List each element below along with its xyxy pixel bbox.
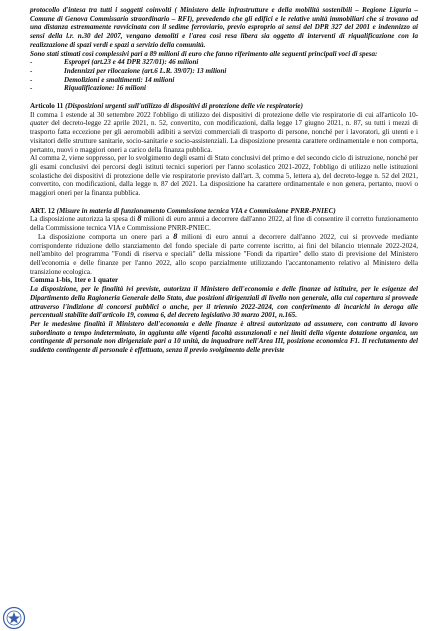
- list-item: - Espropri (art.23 e 44 DPR 327/01): 46 milioni: [30, 58, 199, 67]
- article-11-title: (Disposizioni urgenti sull'utilizzo di dispositivi di protezione delle vie respiratorie): [65, 102, 303, 111]
- article-12-paragraph-2: La disposizione comporta un onere pari a 8 milioni di euro annui a decorrere dall'anno 2022, cui si provvede mediante corrispondente riduzione dello stanziamento del fondo speciale di parte corrente iscritto, ai fini del bilancio triennale 2022-2024, nell'ambito del programma "Fondi di riserva e speciali" della missione "Fondi da ripartire" dello stato di previsione del Ministero dell'economia e delle finanze per l'anno 2022, allo scopo parzialmente utilizzando l'accantonamento relativo al Ministero della transizione ecologica.: [30, 231, 418, 276]
- article-12-paragraph-3: La disposizione, per le finalità ivi previste, autorizza il Ministero dell'economia e delle finanze ad istituire, per le esigenze del Dipartimento della Ragioneria Generale dello Stato, due posizioni dirigenziali di livello non generale, alla cui copertura si provvede attraverso l'indizione di concorsi pubblici o anche, per il triennio 2022-2024, con conferimento di incarichi in deroga alle percentuali stabilite dall'articolo 19, comma 6, del decreto legislativo 30 marzo 2001, n.165.: [30, 285, 418, 320]
- article-12-title: (Misure in materia di funzionamento Commissione tecnica VIA e Commissione PNRR-PNIEC): [56, 206, 336, 215]
- article-11-paragraph-2: Al comma 2, viene soppresso, per lo svolgimento degli esami di Stato conclusivi del primo e del secondo ciclo di istruzione, nonché per gli esami conclusivi dei percorsi degli istituti tecnici superiori per l'anno scolastico 2021-2022, l'obbligo di utilizzo nelle istituzioni scolastiche dei dispositivi di protezione delle vie respiratorie previsto dall'art. 3, comma 5, lettera a), del decreto-legge n. 52 del 2021, convertito, con modificazioni, dalla legge n. 87 del 2021. La disposizione ha carattere ordinamentale e non genera, pertanto, nuovi o maggiori oneri per la finanza pubblica.: [30, 154, 418, 198]
- article-11-paragraph-1: Il comma 1 estende al 30 settembre 2022 l'obbligo di utilizzo dei dispositivi di protezione delle vie respiratorie di cui all'articolo 10-quater del decreto-legge 22 aprile 2021, n. 52, convertito, con modificazioni, dalla legge 17 giugno 2021, n. 87, su tutti i mezzi di trasporto fatta eccezione per gli aeromobili adibiti a servizi commerciali di trasporto di persone, nonché per i lavoratori, gli utenti e i visitatori delle strutture sanitarie, socio-sanitarie e socio-assistenziali. La disposizione presenta carattere ordinamentale e non comporta, pertanto, nuovi o maggiori oneri a carico della finanza pubblica.: [30, 110, 418, 154]
- list-item: - Indennizzi per rilocazione (art.6 L.R. 39/07): 13 milioni: [30, 66, 227, 75]
- article-11-label: Articolo 11: [30, 102, 64, 111]
- article-12-paragraph-4: Per le medesime finalità il Ministero dell'economia e delle finanze è altresì autorizzato ad assumere, con contratto di lavoro subordinato a tempo indeterminato, in aggiunta alle vigenti facoltà assunzionali e nei limiti della vigente dotazione organica, un contingente di personale non dirigenziale pari a 10 unità, da inquadrare nell'Area III, posizione economica F1. Il reclutamento del suddetto contingente di personale è effettuato, senza il previo svolgimento delle previste: [30, 319, 418, 355]
- emblem-logo-icon: [2, 606, 26, 630]
- cost-list: [30, 58, 418, 93]
- costs-paragraph: Sono stati stimati così complessivi pari a 89 milioni di euro che fanno riferimento alle seguenti principali voci di spesa:: [30, 49, 378, 58]
- article-12-label: ART. 12: [30, 206, 55, 215]
- article-11-heading: [30, 102, 418, 111]
- comma-heading: Comma 1-bis, 1ter e 1 quater: [30, 276, 119, 285]
- intro-paragraph: protocollo d'intesa tra tutti i soggetti coinvolti ( Ministero delle infrastrutture e della mobilità sostenibili – Regione Liguria – Comune di Genova Commissario straordinario – RFI), prevedendo che gli edifici e le relative unità immobiliari che si trovano ad una distanza estremamente ravvicinata con il sedime ferroviario, previo esproprio ai sensi del DPR 327 del 2001 e indennizzo ai sensi della l.r. n.30 del 2007, vengano demoliti e l'area così resa libera sia oggetto di interventi di riqualificazione con la realizzazione di spazi verdi e spazi a servizio della comunità.: [30, 6, 418, 49]
- article-12-paragraph-1: La disposizione autorizza la spesa di 8 milioni di euro annui a decorrere dall'anno 2022, al fine di consentire il corretto funzionamento della Commissione tecnica VIA e Commissione PNRR-PNIEC.: [30, 214, 418, 233]
- document-page: [30, 6, 418, 355]
- list-item: - Riqualificazione: 16 milioni: [30, 84, 146, 93]
- list-item: - Demolizioni e smaltimenti: 14 milioni: [30, 75, 175, 84]
